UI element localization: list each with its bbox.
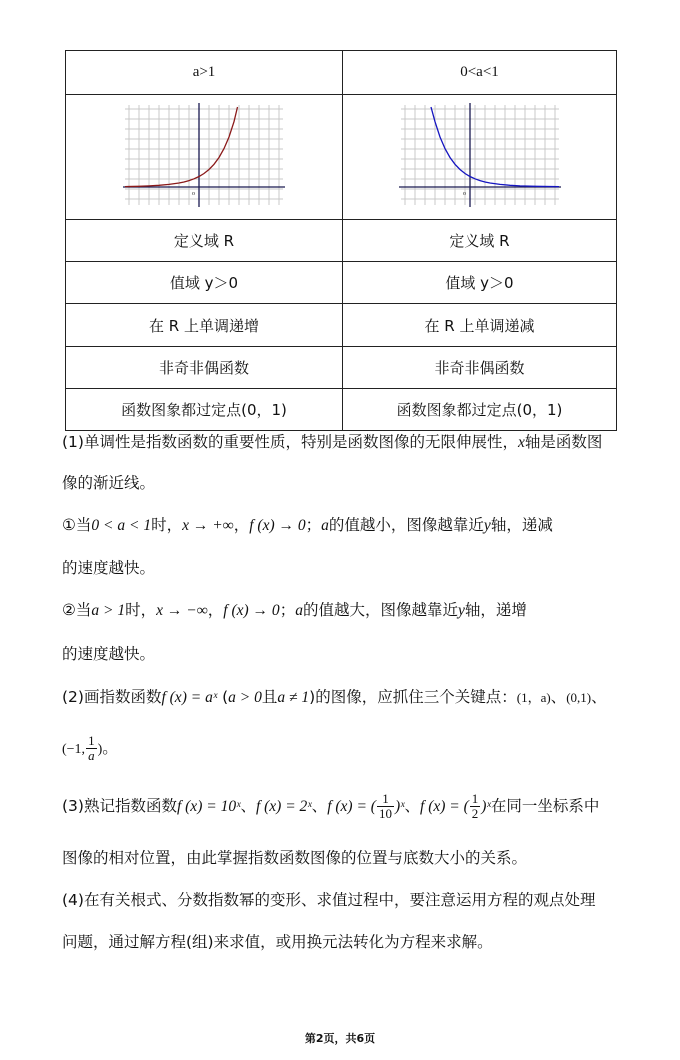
monotonic-cell-right: 在 R 上单调递减 (343, 304, 617, 347)
parity-cell-right: 非奇非偶函数 (343, 347, 617, 389)
paragraph-2-line-1: ①当0 < a < 1时，x → +∞，f (x) → 0；a的值越小，图像越靠近y轴，递减 (62, 516, 553, 534)
header-a-between-0-1: 0<a<1 (343, 51, 617, 95)
range-cell-left: 值域 y＞0 (66, 262, 343, 304)
exponential-properties-table (65, 50, 617, 431)
paragraph-2-line-2: 的速度越快。 (62, 559, 156, 577)
paragraph-1-line-1: (1)单调性是指数函数的重要性质，特别是函数图像的无限伸展性，x轴是函数图 (62, 433, 603, 451)
fraction-1-over-10: $\frac{1}{10}$ (378, 791, 392, 821)
header-a-greater-1: a>1 (66, 51, 343, 95)
origin-label: o (192, 191, 195, 197)
paragraph-6-line-2: 问题，通过解方程(组)来求值，或用换元法转化为方程来求解。 (62, 933, 493, 951)
domain-cell-left: 定义域 R (66, 220, 343, 262)
paragraph-4-line-1: (2)画指数函数f (x) = aˣ (a > 0且a ≠ 1)的图像，应抓住三个关键点：(1，a)、(0,1)、 (62, 688, 607, 706)
origin-label: o (462, 191, 466, 197)
paragraph-3-line-2: 的速度越快。 (62, 645, 156, 663)
paragraph-5-line-1: (3)熟记指数函数f (x) = 10ˣ、f (x) = 2ˣ、f (x) = ( $\frac{1}{10}$ )ˣ、f (x) = ( $\frac{1}{2}$ )ˣ在同一坐标系中 (62, 791, 600, 821)
fixed-point-cell-right: 函数图象都过定点(0，1) (343, 389, 617, 431)
domain-cell-right: 定义域 R (343, 220, 617, 262)
paragraph-5-line-2: 图像的相对位置，由此掌握指数函数图像的位置与底数大小的关系。 (62, 849, 528, 867)
paragraph-4-line-2: (−1, $\frac{1}{a}$ )。 (62, 733, 118, 763)
graph-increasing (119, 99, 289, 211)
graph-decreasing (395, 99, 565, 211)
fraction-1-over-2: $\frac{1}{2}$ (471, 791, 479, 821)
paragraph-1-line-2: 像的渐近线。 (62, 474, 156, 492)
monotonic-cell-left: 在 R 上单调递增 (66, 304, 343, 347)
parity-cell-left: 非奇非偶函数 (66, 347, 343, 389)
range-cell-right: 值域 y＞0 (343, 262, 617, 304)
paragraph-3-line-1: ②当a > 1时，x → −∞，f (x) → 0；a的值越大，图像越靠近y轴，递增 (62, 601, 527, 619)
page-number-footer: 第2页，共6页 (304, 1032, 376, 1045)
fraction-1-over-a: $\frac{1}{a}$ (88, 733, 95, 763)
graph-cell-decreasing (343, 95, 617, 220)
fixed-point-cell-left: 函数图象都过定点(0，1) (66, 389, 343, 431)
graph-cell-increasing (66, 95, 343, 220)
paragraph-6-line-1: (4)在有关根式、分数指数幂的变形、求值过程中，要注意运用方程的观点处理 (62, 891, 596, 909)
